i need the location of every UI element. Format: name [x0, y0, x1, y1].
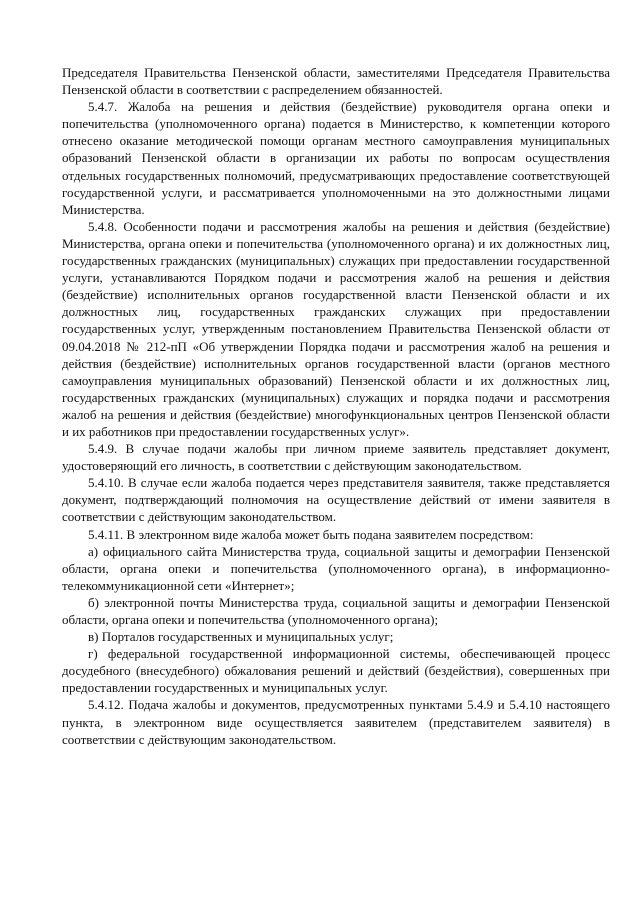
paragraph-5-4-7: 5.4.7. Жалоба на решения и действия (бездействие) руководителя органа опеки и попечительства (уполномоченного органа) подается в Министерство, к компетенции которого отнесено оказание методической помощи органам местного самоуправления муниципальных образований Пензенской области в организации их работы по вопросам осуществления отдельных государственных полномочий, предусматривающих предоставление соответствующей государственной услуги, и рассматривается уполномоченными на это должностными лицами Министерства. [62, 99, 610, 217]
paragraph-5-4-8: 5.4.8. Особенности подачи и рассмотрения жалобы на решения и действия (бездействие) Министерства, органа опеки и попечительства (уполномоченного органа) и их должностных лиц, государственных гражданских (муниципальных) служащих при предоставлении государственной услуги, устанавливаются Порядком подачи и рассмотрения жалоб на решения и действия (бездействие) исполнительных органов государственной власти Пензенской области и их должностных лиц, государственных гражданских служащих при предоставлении государственных услуг, утвержденным постановлением Правительства Пензенской области от 09.04.2018 № 212-пП «Об утверждении Порядка подачи и рассмотрения жалоб на решения и действия (бездействие) исполнительных органов государственной власти (органов местного самоуправления муниципальных образований) Пензенской области и их должностных лиц, государственных гражданских (муниципальных) служащих и порядка подачи и рассмотрения жалоб на решения и действия (бездействие) многофункциональных центров Пензенской области и их работников при предоставлении государственных услуг». [62, 218, 610, 439]
list-item-v: в) Порталов государственных и муниципальных услуг; [88, 629, 394, 645]
list-item-g: г) федеральной государственной информационной системы, обеспечивающей процесс досудебного (внесудебного) обжалования решений и действий (бездействия), совершенных при предоставлении государственных и муниципальных услуг. [62, 646, 610, 696]
paragraph-5-4-9: 5.4.9. В случае подачи жалобы при личном приеме заявитель представляет документ, удостоверяющий его личность, в соответствии с действующим законодательством. [62, 441, 610, 474]
list-item-a: а) официального сайта Министерства труда, социальной защиты и демографии Пензенской области, органа опеки и попечительства (уполномоченного органа), в информационно-телекоммуникационной сети «Интернет»; [62, 543, 610, 593]
paragraph-5-4-12: 5.4.12. Подача жалобы и документов, предусмотренных пунктами 5.4.9 и 5.4.10 настоящего пункта, в электронном виде осуществляется заявителем (представителем заявителя) в соответствии с действующим законодательством. [62, 697, 610, 747]
paragraph-intro-continuation: Председателя Правительства Пензенской области, заместителями Председателя Правительства Пензенской области в соответствии с распределением обязанностей. [62, 65, 610, 98]
paragraph-5-4-10: 5.4.10. В случае если жалоба подается через представителя заявителя, также представляется документ, подтверждающий полномочия на осуществление действий от имени заявителя в соответствии с действующим законодательством. [62, 475, 610, 525]
list-item-b: б) электронной почты Министерства труда, социальной защиты и демографии Пензенской области, органа опеки и попечительства (уполномоченного органа); [62, 594, 610, 627]
document-page [62, 64, 610, 748]
paragraph-5-4-11: 5.4.11. В электронном виде жалоба может быть подана заявителем посредством: [88, 526, 534, 542]
